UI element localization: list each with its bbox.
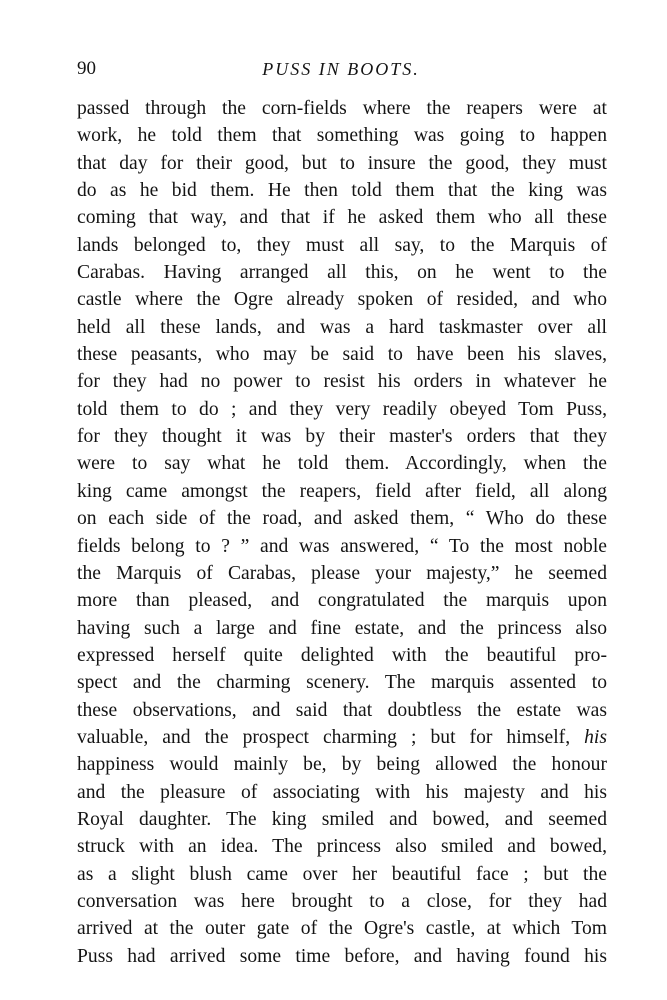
text-line: Royal daughter. The king smiled and bowed, and seemed: [77, 808, 607, 830]
body-text: [77, 95, 607, 970]
text-line: work, he told them that something was going to happen: [77, 125, 607, 147]
text-line: Puss had arrived some time before, and having found his: [77, 945, 607, 967]
text-line: on each side of the road, and asked them, “ Who do these: [77, 508, 607, 530]
text-line: do as he bid them. He then told them that the king was: [77, 180, 607, 202]
text-line: happiness would mainly be, by being allowed the honour: [77, 754, 607, 776]
running-head: PUSS IN BOOTS.: [262, 59, 420, 79]
text-line: for they had no power to resist his orders in whatever he: [77, 371, 607, 393]
text-line: held all these lands, and was a hard taskmaster over all: [77, 316, 607, 338]
text-line: coming that way, and that if he asked them who all these: [77, 207, 607, 229]
text-line: were to say what he told them. Accordingly, when the: [77, 453, 607, 475]
text-line: having such a large and fine estate, and the princess also: [77, 617, 607, 639]
text-line: told them to do ; and they very readily obeyed Tom Puss,: [77, 398, 607, 420]
text-line: arrived at the outer gate of the Ogre's castle, at which Tom: [77, 918, 607, 940]
text-line: king came amongst the reapers, field after field, all along: [77, 480, 607, 502]
text-line: for they thought it was by their master's orders that they: [77, 426, 607, 448]
emphasized-word: his: [584, 726, 607, 748]
text-line: and the pleasure of associating with his majesty and his: [77, 781, 607, 803]
text-line: these observations, and said that doubtless the estate was: [77, 699, 607, 721]
text-line: spect and the charming scenery. The marquis assented to: [77, 672, 607, 694]
text-line: that day for their good, but to insure the good, they must: [77, 152, 607, 174]
page-header: [77, 57, 605, 81]
text-line: Carabas. Having arranged all this, on he went to the: [77, 262, 607, 284]
text-line: lands belonged to, they must all say, to the Marquis of: [77, 234, 607, 256]
text-line: fields belong to ? ” and was answered, “ To the most noble: [77, 535, 607, 557]
text-line: as a slight blush came over her beautiful face ; but the: [77, 863, 607, 885]
text-line: these peasants, who may be said to have been his slaves,: [77, 344, 607, 366]
text-line: conversation was here brought to a close, for they had: [77, 890, 607, 912]
text-line: valuable, and the prospect charming ; but for himself, his: [77, 726, 607, 748]
text-line: passed through the corn-fields where the reapers were at: [77, 98, 607, 119]
text-line: castle where the Ogre already spoken of resided, and who: [77, 289, 607, 311]
text-line: more than pleased, and congratulated the marquis upon: [77, 590, 607, 612]
text-line: the Marquis of Carabas, please your majesty,” he seemed: [77, 562, 607, 584]
page-number: 90: [77, 58, 96, 79]
text-line: struck with an idea. The princess also smiled and bowed,: [77, 836, 607, 858]
text-line: expressed herself quite delighted with the beautiful pro-: [77, 644, 607, 666]
